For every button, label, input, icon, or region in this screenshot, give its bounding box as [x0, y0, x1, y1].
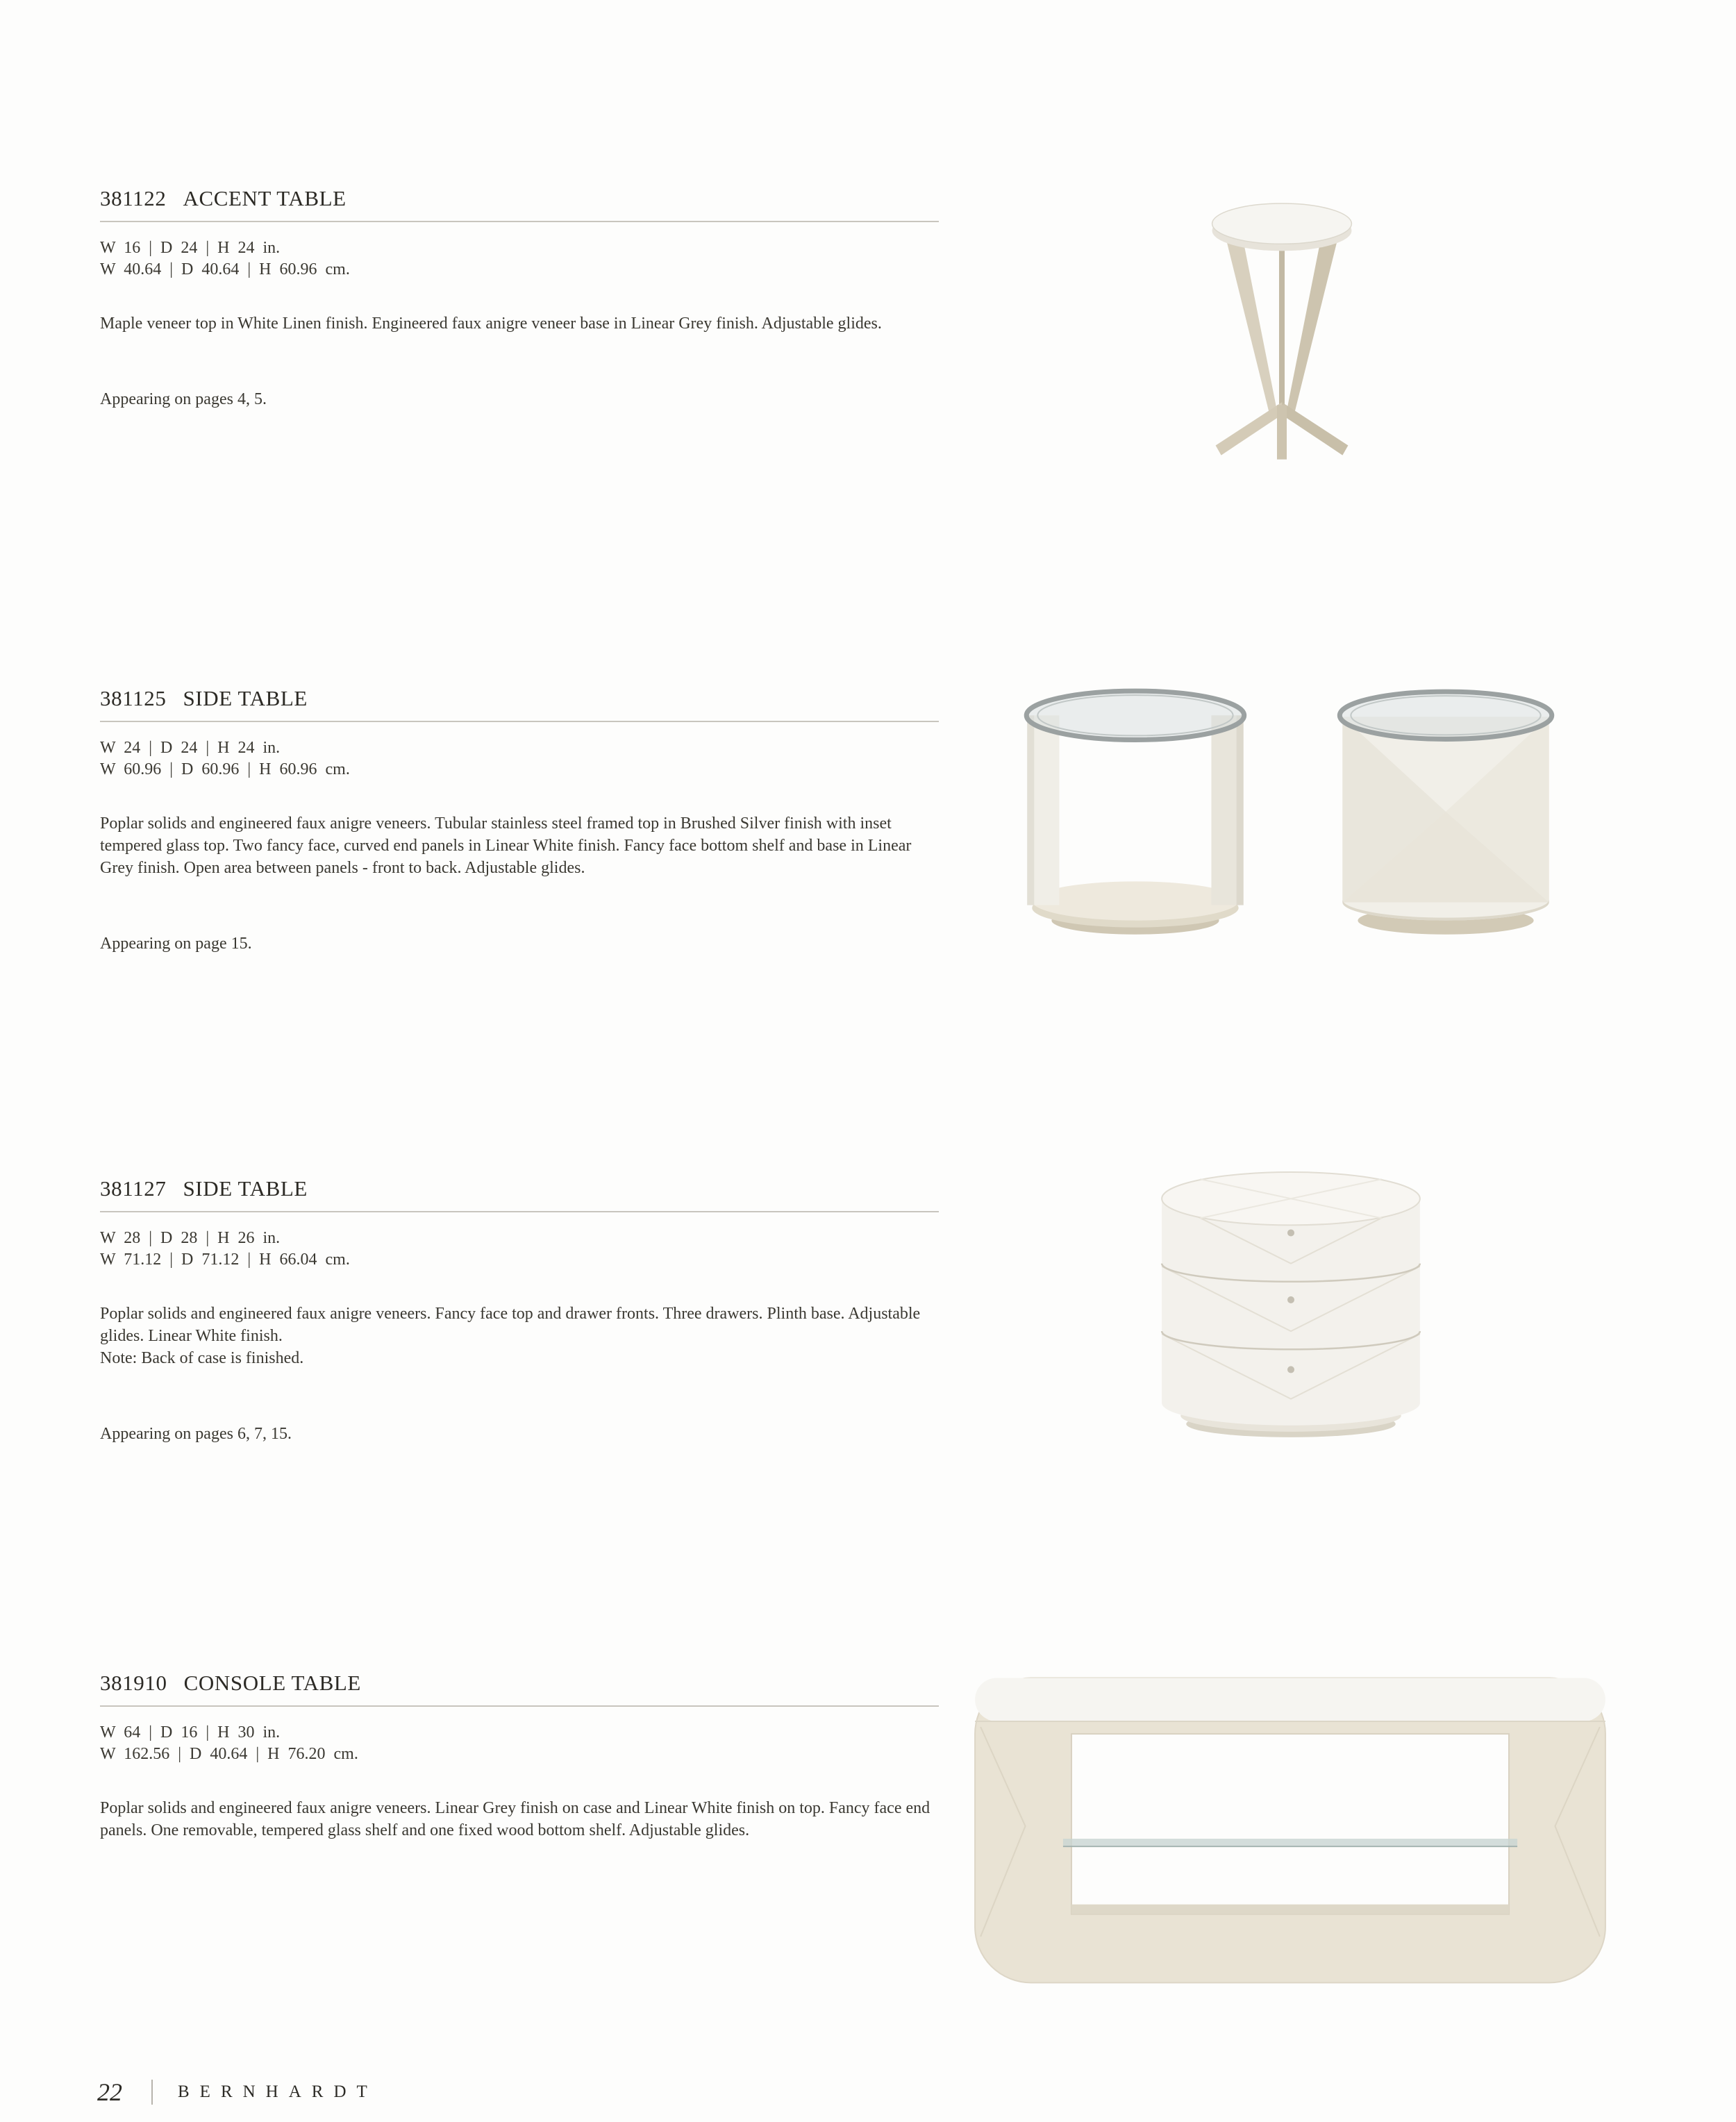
product-image-console-table: [965, 1664, 1615, 2007]
product-image-accent-table: [1180, 196, 1383, 524]
product-description: Maple veneer top in White Linen finish. Engineered faux anigre veneer base in Linear Grey finish. Adjustable glides.: [100, 315, 882, 333]
product-description: Poplar solids and engineered faux anigre veneers. Tubular stainless steel framed top in Brushed Silver finish with inset tempered glass top. Two fancy face, curved end panels in Linear White finish. Fancy face bottom shelf and base in Linear Grey finish. Open area between panels - front to back. Adjustable glides.: [100, 814, 912, 877]
heading-rule: [100, 721, 939, 722]
product-note: Note: Back of case is finished.: [100, 1349, 304, 1367]
product-section-381127: [100, 1176, 944, 1444]
page-footer: [97, 2078, 378, 2107]
dimensions-inches: W 28 | D 28 | H 26 in.: [100, 1229, 281, 1247]
product-image-drum-side-table: [1144, 1160, 1437, 1461]
page-number: 22: [97, 2078, 122, 2106]
dimensions-cm: W 162.56 | D 40.64 | H 76.20 cm.: [100, 1745, 358, 1763]
product-name: SIDE TABLE: [183, 1176, 308, 1201]
product-section-381125: [100, 686, 944, 953]
product-name: SIDE TABLE: [183, 686, 308, 710]
product-sku: 381122: [100, 186, 167, 210]
dimensions-cm: W 40.64 | D 40.64 | H 60.96 cm.: [100, 260, 350, 278]
product-name: CONSOLE TABLE: [183, 1671, 361, 1695]
description-text: Poplar solids and engineered faux anigre veneers. Fancy face top and drawer fronts. Three drawers. Plinth base. Adjustable glides. Linear White finish.: [100, 1305, 921, 1345]
product-sku: 381910: [100, 1671, 167, 1695]
product-description: [100, 1303, 933, 1369]
dimensions-inches: W 24 | D 24 | H 24 in.: [100, 739, 281, 757]
appearing-reference: Appearing on page 15.: [100, 935, 252, 953]
product-heading: [100, 686, 944, 711]
brand-wordmark: BERNHARDT: [178, 2082, 378, 2101]
heading-rule: [100, 1211, 939, 1212]
dimensions-cm: W 60.96 | D 60.96 | H 60.96 cm.: [100, 760, 350, 778]
product-dimensions: [100, 737, 944, 780]
product-heading: [100, 1671, 944, 1696]
product-heading: [100, 1176, 944, 1201]
product-name: ACCENT TABLE: [183, 186, 347, 210]
product-dimensions: [100, 237, 944, 281]
product-section-381910: [100, 1671, 944, 1841]
product-dimensions: [100, 1722, 944, 1765]
product-image-side-table-two-views: [999, 675, 1586, 975]
dimensions-inches: W 64 | D 16 | H 30 in.: [100, 1723, 281, 1741]
dimensions-cm: W 71.12 | D 71.12 | H 66.04 cm.: [100, 1251, 350, 1269]
heading-rule: [100, 1705, 939, 1707]
appearing-reference: Appearing on pages 4, 5.: [100, 390, 267, 408]
product-sku: 381125: [100, 686, 167, 710]
product-heading: [100, 186, 944, 211]
footer-divider: [151, 2080, 153, 2105]
product-description: Poplar solids and engineered faux anigre veneers. Linear Grey finish on case and Linear White finish on top. Fancy face end panels. One removable, tempered glass shelf and one fixed wood bottom shelf. Adjustable glides.: [100, 1799, 930, 1839]
product-sku: 381127: [100, 1176, 167, 1201]
product-dimensions: [100, 1228, 944, 1271]
dimensions-inches: W 16 | D 24 | H 24 in.: [100, 239, 281, 257]
product-section-381122: [100, 186, 944, 409]
heading-rule: [100, 221, 939, 222]
appearing-reference: Appearing on pages 6, 7, 15.: [100, 1425, 292, 1443]
